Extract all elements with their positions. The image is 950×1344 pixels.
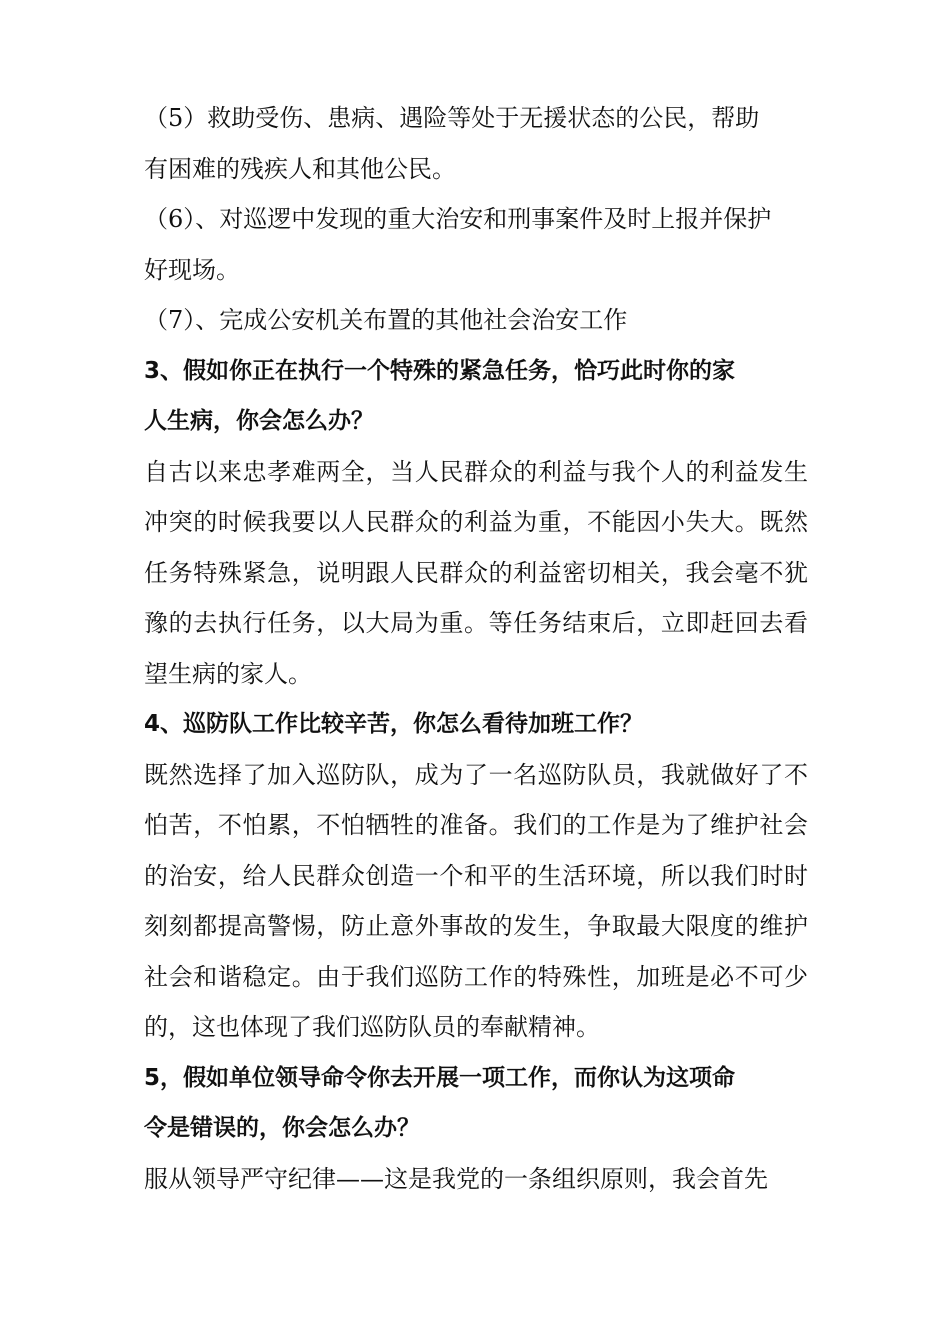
question-5	[144, 1053, 808, 1205]
question-4	[144, 699, 808, 1053]
question-5-heading-line-2: 令是错误的，你会怎么办？	[144, 1115, 420, 1141]
question-5-heading-line-1: 5，假如单位领导命令你去开展一项工作，而你认为这项命	[144, 1064, 736, 1091]
duty-item-5-line-1: （5）救助受伤、患病、遇险等处于无援状态的公民，帮助	[144, 104, 760, 132]
duty-item-5-line-2: 有困难的残疾人和其他公民。	[144, 154, 456, 183]
duty-item-6-line-2: 好现场。	[144, 255, 240, 284]
duty-item-6-line-1: （6）、对巡逻中发现的重大治安和刑事案件及时上报并保护	[144, 205, 772, 233]
duty-item-7-line-1: （7）、完成公安机关布置的其他社会治安工作	[144, 306, 628, 334]
question-3-heading-line-2: 人生病，你会怎么办？	[144, 408, 374, 434]
duty-item-5	[144, 93, 808, 194]
question-3-answer: 自古以来忠孝难两全，当人民群众的利益与我个人的利益发生冲突的时候我要以人民群众的利益为重，不能因小失大。既然任务特殊紧急，说明跟人民群众的利益密切相关，我会毫不犹豫的去执行任务，以大局为重。等任务结束后，立即赶回去看望生病的家人。	[144, 457, 808, 688]
duty-item-6	[144, 194, 808, 295]
question-5-answer: 服从领导严守纪律——这是我党的一条组织原则，我会首先	[144, 1164, 768, 1193]
question-4-answer: 既然选择了加入巡防队，成为了一名巡防队员，我就做好了不怕苦，不怕累，不怕牺牲的准备。我们的工作是为了维护社会的治安，给人民群众创造一个和平的生活环境，所以我们时时刻刻都提高警惕，防止意外事故的发生，争取最大限度的维护社会和谐稳定。由于我们巡防工作的特殊性，加班是必不可少的，这也体现了我们巡防队员的奉献精神。	[144, 760, 808, 1041]
question-3	[144, 346, 808, 700]
duty-item-7	[144, 295, 808, 346]
question-3-heading-line-1: 3、假如你正在执行一个特殊的紧急任务，恰巧此时你的家	[144, 357, 736, 384]
question-4-heading: 4、巡防队工作比较辛苦，你怎么看待加班工作？	[144, 711, 644, 737]
document-body	[144, 93, 808, 1204]
